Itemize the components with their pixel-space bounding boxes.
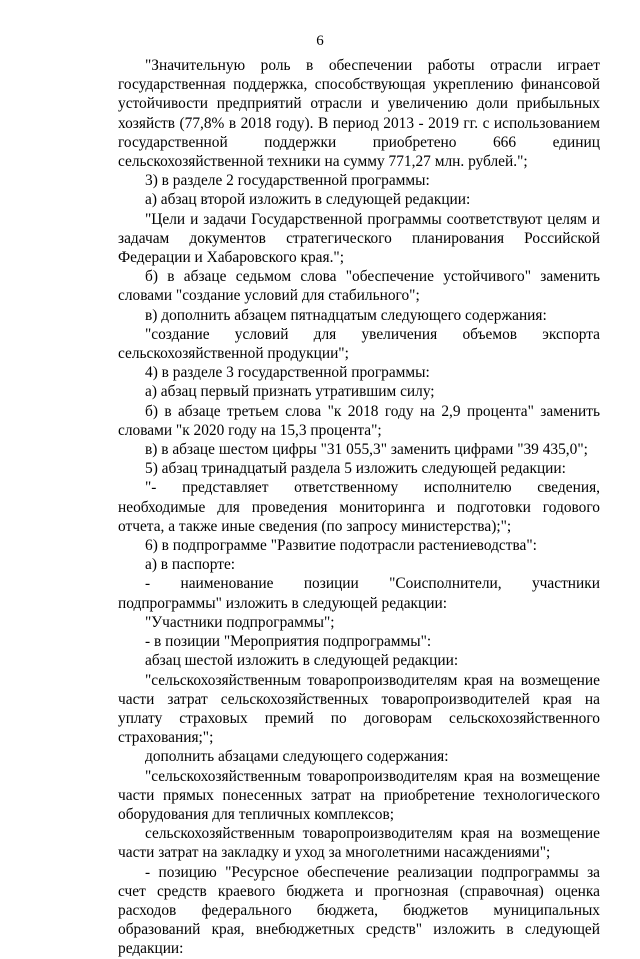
paragraph: "сельскохозяйственным товаропроизводителям края на возмещение части затрат сельскохозяйственных товаропроизводителей края на уплату страховых премий по договорам сельскохозяйственного страхования;"; <box>118 671 600 747</box>
paragraph: - позицию "Ресурсное обеспечение реализации подпрограммы за счет средств краевого бюджета и прогнозная (справочная) оценка расходов федерального бюджета, бюджетов муниципальных образований края, внебюджетных средств" изложить в следующей редакции: <box>118 863 600 958</box>
paragraph: а) абзац второй изложить в следующей редакции: <box>145 191 471 209</box>
paragraph: в) дополнить абзацем пятнадцатым следующего содержания: <box>145 306 547 324</box>
document-body <box>118 56 600 959</box>
paragraph: 3) в разделе 2 государственной программы: <box>145 172 430 190</box>
paragraph: абзац шестой изложить в следующей редакции: <box>145 652 459 670</box>
paragraph: "Значительную роль в обеспечении работы отрасли играет государственная поддержка, способствующая укреплению финансовой устойчивости предприятий отрасли и увеличению доли прибыльных хозяйств (77,8% в 2018 году). В период 2013 - 2019 гг. с использованием государственной поддержки приобретено 666 единиц сельскохозяйственной техники на сумму 771,27 млн. рублей."; <box>118 57 600 171</box>
paragraph: "Участники подпрограммы"; <box>145 613 335 631</box>
paragraph: а) абзац первый признать утратившим силу; <box>145 383 435 401</box>
paragraph: сельскохозяйственным товаропроизводителям края на возмещение части затрат на закладку и уход за многолетними насаждениями"; <box>118 825 600 862</box>
paragraph: 6) в подпрограмме "Развитие подотрасли растениеводства": <box>145 537 537 555</box>
paragraph: а) в паспорте: <box>145 556 236 574</box>
paragraph: б) в абзаце седьмом слова "обеспечение устойчивого" заменить словами "создание условий для стабильного"; <box>118 268 600 305</box>
paragraph: 4) в разделе 3 государственной программы: <box>145 364 430 382</box>
page-number: 6 <box>316 33 324 49</box>
paragraph: - наименование позиции "Соисполнители, участники подпрограммы" изложить в следующей редакции: <box>118 575 600 612</box>
paragraph: в) в абзаце шестом цифры "31 055,3" заменить цифрами "39 435,0"; <box>145 441 588 459</box>
paragraph: "Цели и задачи Государственной программы соответствуют целям и задачам документов стратегического планирования Российской Федерации и Хабаровского края."; <box>118 210 600 267</box>
paragraph: "- представляет ответственному исполнителю сведения, необходимые для проведения мониторинга и подготовки годового отчета, а также иные сведения (по запросу министерства);"; <box>118 479 600 535</box>
paragraph: б) в абзаце третьем слова "к 2018 году на 2,9 процента" заменить словами "к 2020 году на 15,3 процента"; <box>118 402 600 439</box>
paragraph: "сельскохозяйственным товаропроизводителям края на возмещение части прямых понесенных затрат на приобретение технологического оборудования для тепличных комплексов; <box>118 767 600 823</box>
paragraph: дополнить абзацами следующего содержания: <box>145 748 449 766</box>
paragraph: - в позиции "Мероприятия подпрограммы": <box>145 633 432 651</box>
paragraph: 5) абзац тринадцатый раздела 5 изложить следующей редакции: <box>145 460 566 478</box>
paragraph: "создание условий для увеличения объемов экспорта сельскохозяйственной продукции"; <box>118 325 600 363</box>
